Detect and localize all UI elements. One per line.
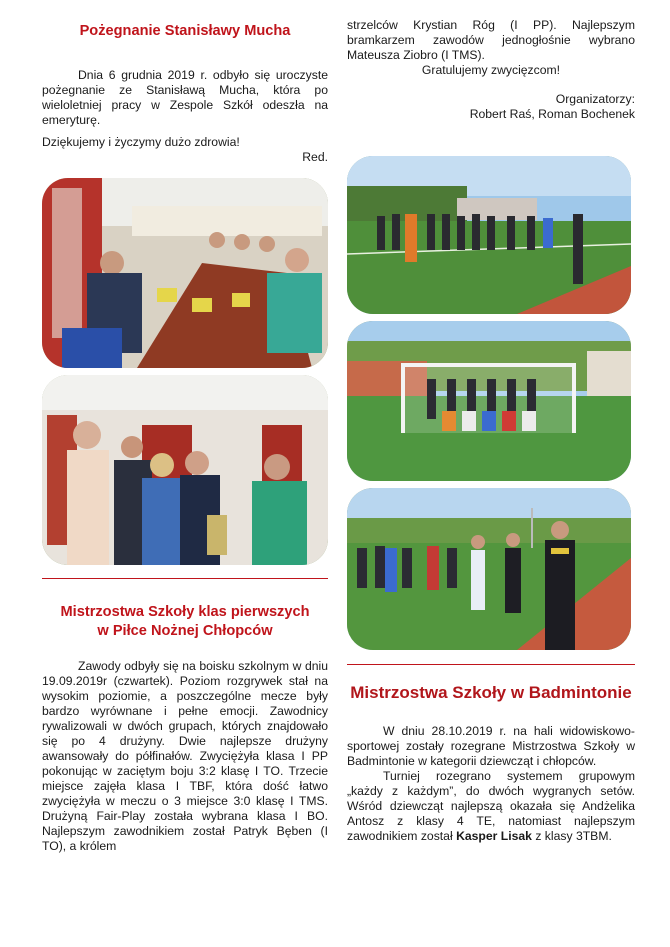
football-lineup-photo [347,156,631,314]
football-title-line1: Mistrzostwa Szkoły klas pierwszych [60,604,310,620]
football-award-image [347,488,631,650]
left-divider [42,578,328,579]
football-title-line2: w Piłce Nożnej Chłopców [97,623,273,639]
football-continuation: strzelców Krystian Róg (I PP). Najlepszym bramkarzem zawodów jednogłośnie wybrano Mateusza Ziobro (I TMS). [347,18,635,62]
football-team-photo [347,321,631,481]
football-article [42,603,328,854]
farewell-group-photo [42,375,328,565]
left-column [42,22,328,165]
badminton-paragraph-1: W dniu 28.10.2019 r. na hali widowiskowo-sportowej zostały rozegrane Mistrzostwa Szkoły w Badmintonie w kategorii dziewcząt i chłopców. [347,724,635,768]
football-team-image [347,321,631,481]
farewell-title: Pożegnanie Stanisławy Mucha [79,23,291,39]
badminton-p2-text: Turniej rozegrano systemem grupowym „każdy z każdym”, do dwóch wygranych setów. Wśród dziewcząt najlepszą okazała się Andżelika Antosz z klasy 4 TE, natomiast najlepszym zawodnikiem został [347,769,635,843]
farewell-body: Dnia 6 grudnia 2019 r. odbyło się uroczyste pożegnanie ze Stanisławą Mucha, która po wieloletniej pracy w Zespole Szkół odeszła na emeryturę. [42,68,328,127]
farewell-table-photo [42,178,328,368]
farewell-group-image [42,375,328,565]
football-award-photo [347,488,631,650]
farewell-table-image [42,178,328,368]
farewell-thanks: Dziękujemy i życzymy dużo zdrowia! [42,135,240,149]
organizers-label: Organizatorzy: [555,92,635,106]
badminton-title: Mistrzostwa Szkoły w Badmintonie [350,683,632,702]
right-column [347,18,635,122]
right-divider [347,664,635,665]
football-lineup-image [347,156,631,314]
farewell-signature: Red. [302,150,328,164]
badminton-winner: Kasper Lisak [456,829,532,843]
organizers-names: Robert Raś, Roman Bochenek [469,107,635,121]
badminton-article [347,682,635,844]
football-body: Zawody odbyły się na boisku szkolnym w dniu 19.09.2019r (czwartek). Poziom rozgrywek stał na wysokim poziomie, a poszczególne mecze były bardzo wyrównane i pełne emocji. Zawodnicy rywalizowali w dwóch grupach, których znajdowało się po 4 drużyny. Dwie najlepsze drużyny awansowały do półfinałów. Zwyciężyła klasa I PP pokonując w zaciętym boju 3:2 klasę I TO. Trzecie miejsce zajęła klasa I TBF, która dość łatwo zwyciężyła w meczu o 3 miejsce 3:0 klasę I TMS. Drużyną Fair-Play została wybrana klasa I BO. Najlepszym zawodnikiem został Patryk Bęben (I TO), a królem [42,659,328,853]
football-congrats: Gratulujemy zwycięzcom! [421,63,561,77]
badminton-paragraph-2 [347,769,635,844]
badminton-p2-end: z klasy 3TBM. [535,829,612,843]
